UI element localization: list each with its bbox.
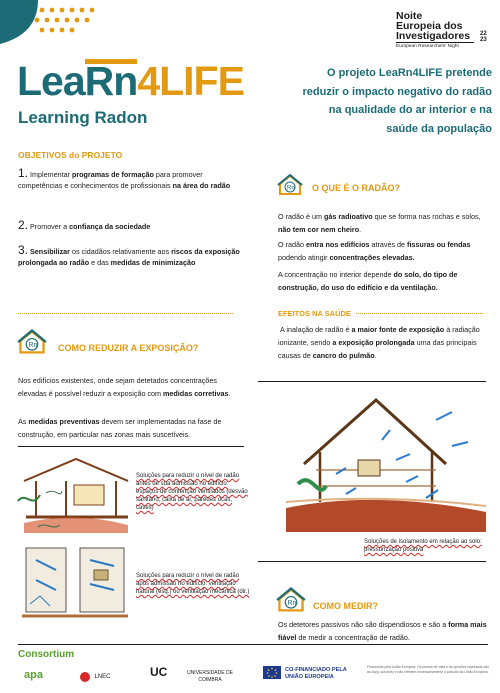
svg-text:Rn: Rn xyxy=(287,185,295,192)
reduce-p2: As medidas preventivas devem ser implementadas na fase de construção, em particular nas zonas mais suscetíveis. xyxy=(18,417,222,439)
what-is-p3: A concentração no interior depende do solo, do tipo de construção, do uso do edifício e da ventilação. xyxy=(278,270,458,292)
caption-1: Soluções para reduzir o nível de radão antes de sua admissão no edifício: espaços de contenção ventilados (desvão sanitário, caixa de ar, paredes ocas, caves) xyxy=(136,473,248,511)
event-logo xyxy=(396,11,496,53)
objective-1-text: Implementar programas de formação para promover competências e conhecimentos de profissionais na área do radão xyxy=(18,170,231,190)
objective-3-text: Sensibilizar os cidadãos relativamente aos riscos da exposição prolongada ao radão e das medidas de minimização xyxy=(18,247,240,267)
sketch-ventilation xyxy=(16,540,134,624)
house-illustration xyxy=(286,390,486,532)
logo-rn-mark: Rn xyxy=(84,58,138,104)
svg-text:Rn: Rn xyxy=(287,600,297,608)
event-title-line2: Europeia dos xyxy=(396,20,463,32)
svg-text:Rn: Rn xyxy=(28,342,38,350)
objectives-title: OBJETIVOS do PROJETO xyxy=(18,150,123,160)
objective-3 xyxy=(18,245,240,268)
consortium-label: Consortium xyxy=(18,649,75,660)
partner-lnec: LNEC xyxy=(80,668,124,684)
event-title-line1: Noite xyxy=(396,10,423,22)
measure-text: Os detetores passivos não são dispendiosos e são a forma mais fiável de medir a concentração de radão. xyxy=(278,620,487,642)
what-is-title: O QUE É O RADÃO? xyxy=(312,183,401,193)
lnec-logo-icon xyxy=(80,672,90,682)
eu-cofunded-label: CO-FINANCIADO PELA UNIÃO EUROPEIA xyxy=(285,667,347,680)
partner-uc: UC xyxy=(150,665,168,679)
objective-2 xyxy=(18,220,240,232)
what-is-p2: O radão entra nos edifícios através de fissuras ou fendas podendo atingir concentrações elevadas. xyxy=(278,240,471,262)
health-text: A inalação de radão é a maior fonte de exposição à radiação ionizante, sendo a exposição prolongada uma das principais causas de cancro do pulmão. xyxy=(278,325,480,360)
objective-1-num: 1. xyxy=(18,166,29,180)
objective-2-text: Promover a confiança da sociedade xyxy=(30,222,151,231)
divider-bottom xyxy=(18,644,488,645)
logo-subtitle: Learning Radon xyxy=(18,108,148,127)
eu-flag-icon xyxy=(263,666,281,679)
divider-right-3 xyxy=(258,561,486,562)
event-year: 22 23 xyxy=(480,31,487,43)
logo-part1: Lea xyxy=(17,58,85,104)
event-subtitle: European Researchers' Night xyxy=(396,42,474,50)
caption-3: Soluções de isolamento em relação ao solo: pressurização positiva xyxy=(364,539,482,553)
logo-part3: 4LIFE xyxy=(137,58,244,104)
project-logo xyxy=(17,58,287,104)
corner-decoration xyxy=(0,0,110,46)
measure-house-icon xyxy=(276,586,306,614)
objective-1 xyxy=(18,168,240,191)
reduce-house-icon xyxy=(17,328,47,356)
objective-2-num: 2. xyxy=(18,218,29,232)
what-is-p1: O radão é um gás radioativo que se forma nas rochas e solos, não tem cor nem cheiro. xyxy=(278,212,481,234)
divider-left-2 xyxy=(18,446,244,447)
tagline: O projeto LeaRn4LIFE pretende reduzir o impacto negativo do radão na qualidade do ar interior e na saúde da população xyxy=(302,67,492,135)
event-title-line3: Investigadores xyxy=(396,30,471,42)
radon-house-icon xyxy=(277,173,303,197)
partner-uni-coimbra: UNIVERSIDADE DE COIMBRA xyxy=(187,670,233,683)
divider-right-2 xyxy=(258,381,486,382)
eu-disclaimer: Financiado pela União Europeia. Os pontos de vista e as opiniões expressas são as do(s) autor(es) e não refletem necessariamente a posição da União Europeia. xyxy=(367,665,489,674)
health-title: EFEITOS NA SAÚDE xyxy=(278,309,355,318)
partner-apa: apa xyxy=(24,669,43,681)
measure-title: COMO MEDIR? xyxy=(313,601,378,611)
sketch-crawl-space xyxy=(16,451,134,535)
objective-3-num: 3. xyxy=(18,243,29,257)
reduce-title: COMO REDUZIR A EXPOSIÇÃO? xyxy=(58,343,199,353)
divider-left-1 xyxy=(18,313,233,314)
caption-2: Soluções para reduzir o nível de radão após admissão no edifício: ventilação natural (esq.) ou ventilação mecânica (dir.) xyxy=(136,573,250,595)
reduce-p1: Nos edifícios existentes, onde sejam detetados concentrações elevadas é possível reduzir a exposição com medidas corretivas. xyxy=(18,376,231,398)
